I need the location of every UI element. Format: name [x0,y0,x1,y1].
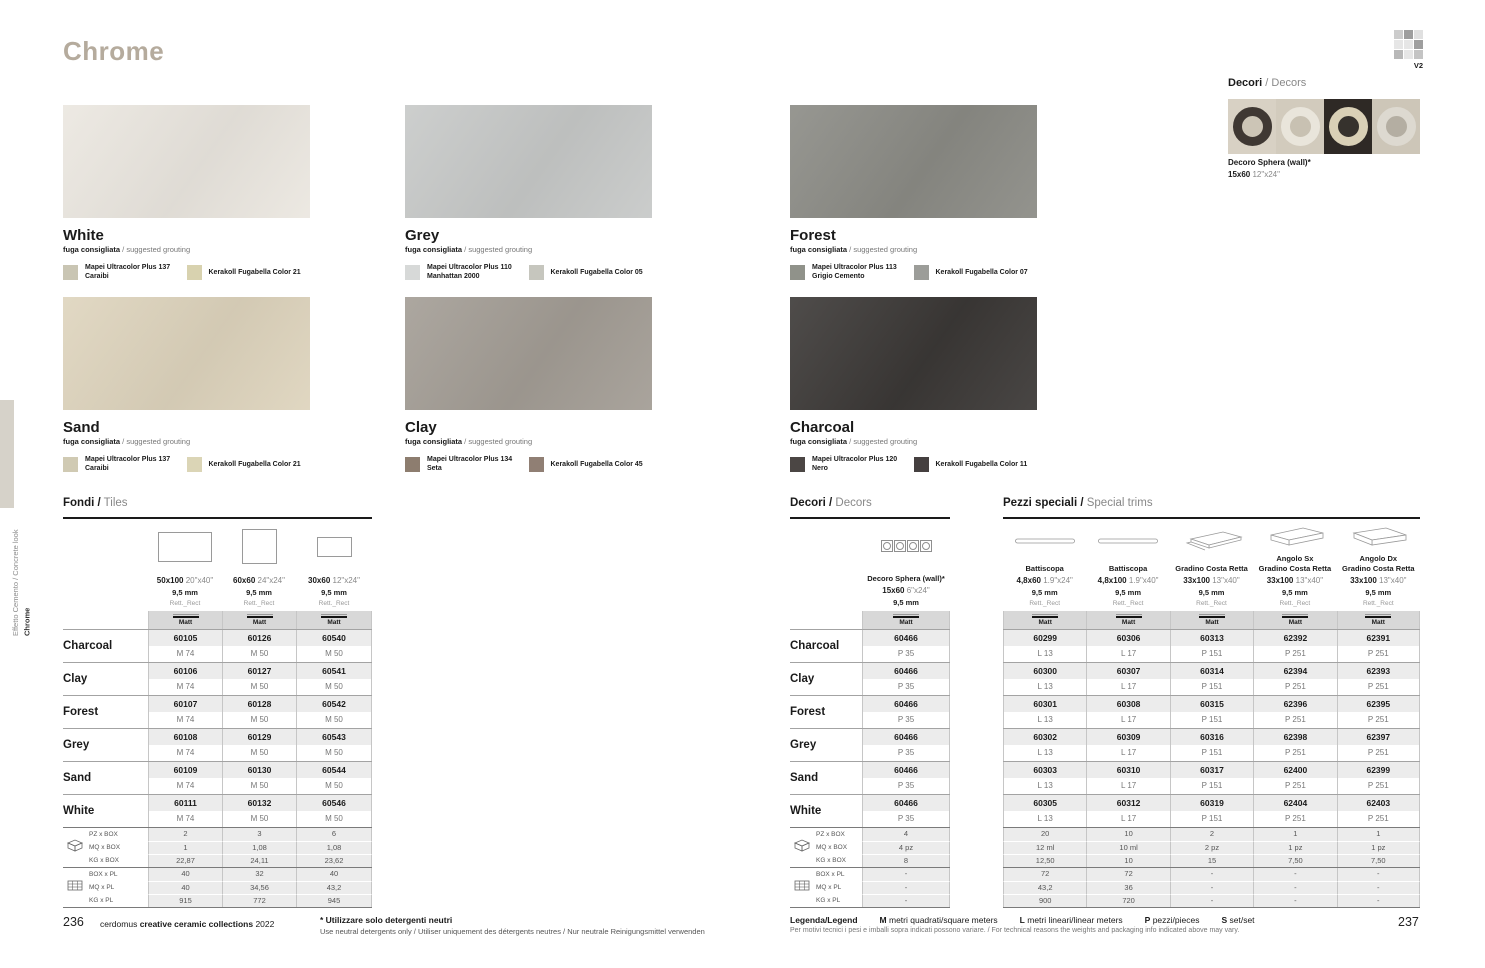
grout-color-swatch [63,265,78,280]
grout-color-swatch [790,265,805,280]
grout-chip: Mapei Ultracolor Plus 120 Nero [790,455,914,474]
grout-chip: Mapei Ultracolor Plus 113 Grigio Cemento [790,263,914,282]
table-row-white: 60305 L 13 60312 L 17 60319 P 151 62404 P 251 62403 P 251 [1003,794,1420,827]
tile-photo [405,297,652,410]
table-row-white: White 60111 M 74 60132 M 50 60546 M 50 [63,794,372,827]
shade-variation-label: V2 [1413,61,1423,70]
grout-color-swatch [529,265,544,280]
table-row-grey: 60302 L 13 60309 L 17 60316 P 151 62398 P 251 62397 P 251 [1003,728,1420,761]
decor-ring [1281,107,1320,146]
grout-chip: Mapei Ultracolor Plus 137 Caraibi [63,455,187,474]
special-trims-table [1003,497,1420,908]
pallet-stats: 72 72 - - - 43,2 36 - - - 900 720 - - - [1003,867,1420,908]
grout-color-swatch [790,457,805,472]
table-row-charcoal: Charcoal 60466 P 35 [790,629,950,662]
grout-color-swatch [405,457,420,472]
decor-ring [1329,107,1368,146]
shade-variation-icon [1394,30,1423,59]
pallet-stats: BOX x PL 40 32 40 MQ x PL 40 34,56 43,2 KG x PL 915 772 945 [63,867,372,908]
grout-color-swatch [914,457,929,472]
grout-chip: Kerakoll Fugabella Color 07 [914,263,1038,282]
grout-chip: Kerakoll Fugabella Color 45 [529,455,653,474]
tile-photo [790,105,1037,218]
detergent-note: * Utilizzare solo detergenti neutri Use neutral detergents only / Utiliser uniquement des détergents neutres / Nur neutrale Reinigungsmittel verwenden [320,915,705,936]
table-row-sand: 60303 L 13 60310 L 17 60317 P 151 62400 P 251 62399 P 251 [1003,761,1420,794]
swatch-forest: Forest fuga consigliata / suggested grouting Mapei Ultracolor Plus 113 Grigio Cemento Kerakoll Fugabella Color 07 [790,105,1037,282]
legend-title: Legenda/Legend [790,915,858,925]
grout-chip: Kerakoll Fugabella Color 05 [529,263,653,282]
swatch-charcoal: Charcoal fuga consigliata / suggested grouting Mapei Ultracolor Plus 120 Nero Kerakoll Fugabella Color 11 [790,297,1037,474]
tile-photo [790,297,1037,410]
trims-heading: Pezzi speciali / Special trims [1003,497,1420,519]
box-icon [794,839,810,857]
grout-chip: Kerakoll Fugabella Color 21 [187,263,311,282]
finish-row: Matt Matt Matt [63,611,372,629]
decors-heading-top: Decori / Decors [1228,77,1307,89]
table-row-clay: 60300 L 13 60307 L 17 60314 P 151 62394 P 251 62393 P 251 [1003,662,1420,695]
table-row-forest: 60301 L 13 60308 L 17 60315 P 151 62396 P 251 62395 P 251 [1003,695,1420,728]
grout-chip: Kerakoll Fugabella Color 11 [914,455,1038,474]
grout-color-swatch [63,457,78,472]
tile-photo [405,105,652,218]
finish-row: Matt Matt Matt Matt Matt [1003,611,1420,629]
pallet-stats: BOX x PL - MQ x PL - KG x PL - [790,867,950,908]
finish-row: Matt [790,611,950,629]
grout-chip: Mapei Ultracolor Plus 134 Seta [405,455,529,474]
trims-size-header: Battiscopa 4,8x60 1.9"x24" 9,5 mm Rett._Rect Battiscopa 4,8x100 1.9"x40" 9,5 mm Rett._Rect Gradino Costa Retta 33x100 13"x40" 9,5 mm Rett._Rect Angolo Sx Gradino Costa Retta 33x100 13"x40" 9,5 mm Rett._Rect Angolo Dx Gradino Costa Retta 33x100 13"x40" 9,5 mm Rett._Rect [1003,519,1420,611]
battiscopa-icon [1015,536,1075,546]
page-title: Chrome [63,36,165,66]
tiles-size-header: 50x100 20"x40" 9,5 mm Rett._Rect 60x60 24"x24" 9,5 mm Rett._Rect 30x60 12"x24" 9,5 mm Rett._Rect [63,519,372,611]
decors-heading: Decori / Decors [790,497,950,519]
grout-chip: Mapei Ultracolor Plus 137 Caraibi [63,263,187,282]
table-row-clay: Clay 60106 M 74 60127 M 50 60541 M 50 [63,662,372,695]
swatch-name: Sand [63,419,100,436]
angolo-dx-icon [1346,525,1410,547]
decors-size-header: Decoro Sphera (wall)* 15x60 6"x24" 9,5 mm [790,519,950,611]
tile-size-icon-50x100 [158,532,212,562]
table-row-white: White 60466 P 35 [790,794,950,827]
box-stats: 20 10 2 1 1 12 ml 10 ml 2 pz 1 pz 1 pz 12,50 10 15 7,50 7,50 [1003,827,1420,867]
brand-line: cerdomus creative ceramic collections 2022 [100,919,275,929]
grout-color-swatch [529,457,544,472]
tiles-table [63,497,372,908]
pallet-icon [67,879,83,897]
tile-photo [63,105,310,218]
table-row-clay: Clay 60466 P 35 [790,662,950,695]
decoro-sphera-image [1228,99,1420,154]
angolo-sx-icon [1263,525,1327,547]
pallet-icon [794,879,810,897]
swatch-name: Grey [405,227,440,244]
decor-ring [1233,107,1272,146]
table-row-charcoal: 60299 L 13 60306 L 17 60313 P 151 62392 P 251 62391 P 251 [1003,629,1420,662]
table-row-sand: Sand 60466 P 35 [790,761,950,794]
swatch-name: Forest [790,227,836,244]
page-number-right: 237 [1398,915,1419,929]
shade-variation-badge [1394,30,1423,70]
swatch-sand: Sand fuga consigliata / suggested grouting Mapei Ultracolor Plus 137 Caraibi Kerakoll Fugabella Color 21 [63,297,310,474]
gradino-icon [1179,529,1243,553]
decors-table [790,497,950,908]
swatch-name: Charcoal [790,419,855,436]
grout-color-swatch [405,265,420,280]
swatch-name: White [63,227,104,244]
box-icon [67,839,83,857]
battiscopa-icon [1098,536,1158,546]
table-row-forest: Forest 60107 M 74 60128 M 50 60542 M 50 [63,695,372,728]
side-tab-text [10,506,33,636]
grout-color-swatch [187,265,202,280]
swatch-grey: Grey fuga consigliata / suggested grouting Mapei Ultracolor Plus 110 Manhattan 2000 Kerakoll Fugabella Color 05 [405,105,652,282]
swatch-clay: Clay fuga consigliata / suggested grouting Mapei Ultracolor Plus 134 Seta Kerakoll Fugabella Color 45 [405,297,652,474]
side-tab-subtitle: Effetto Cemento / Concrete look [11,529,20,636]
grout-chip: Mapei Ultracolor Plus 110 Manhattan 2000 [405,263,529,282]
table-row-grey: Grey 60108 M 74 60129 M 50 60543 M 50 [63,728,372,761]
tile-photo [63,297,310,410]
table-row-charcoal: Charcoal 60105 M 74 60126 M 50 60540 M 50 [63,629,372,662]
table-row-sand: Sand 60109 M 74 60130 M 50 60544 M 50 [63,761,372,794]
page-number-left: 236 [63,915,84,929]
tiles-heading: Fondi / Tiles [63,497,372,519]
decoro-sphera-caption: Decoro Sphera (wall)* 15x60 12"x24" [1228,158,1311,179]
swatch-white: White fuga consigliata / suggested grouting Mapei Ultracolor Plus 137 Caraibi Kerakoll Fugabella Color 21 [63,105,310,282]
table-row-grey: Grey 60466 P 35 [790,728,950,761]
tile-size-icon-60x60 [242,529,277,564]
tile-size-icon-30x60 [317,537,352,557]
decoro-sphera-icon [881,540,932,552]
legend: Legenda/Legend M metri quadrati/square meters L metri lineari/linear meters P pezzi/pieces S set/set Per motivi tecnici i pesi e imballi sopra indicati possono variare. / For technical reasons the weights and packaging info indicated above may vary. [790,915,1255,934]
swatch-name: Clay [405,419,437,436]
grout-color-swatch [914,265,929,280]
side-tab-bar [0,400,14,508]
table-row-forest: Forest 60466 P 35 [790,695,950,728]
decor-ring [1377,107,1416,146]
side-tab-title: Chrome [22,607,32,636]
box-stats: PZ x BOX 2 3 6 MQ x BOX 1 1,08 1,08 KG x BOX 22,87 24,11 23,62 [63,827,372,867]
grout-chip: Kerakoll Fugabella Color 21 [187,455,311,474]
grout-color-swatch [187,457,202,472]
box-stats: PZ x BOX 4 MQ x BOX 4 pz KG x BOX 8 [790,827,950,867]
